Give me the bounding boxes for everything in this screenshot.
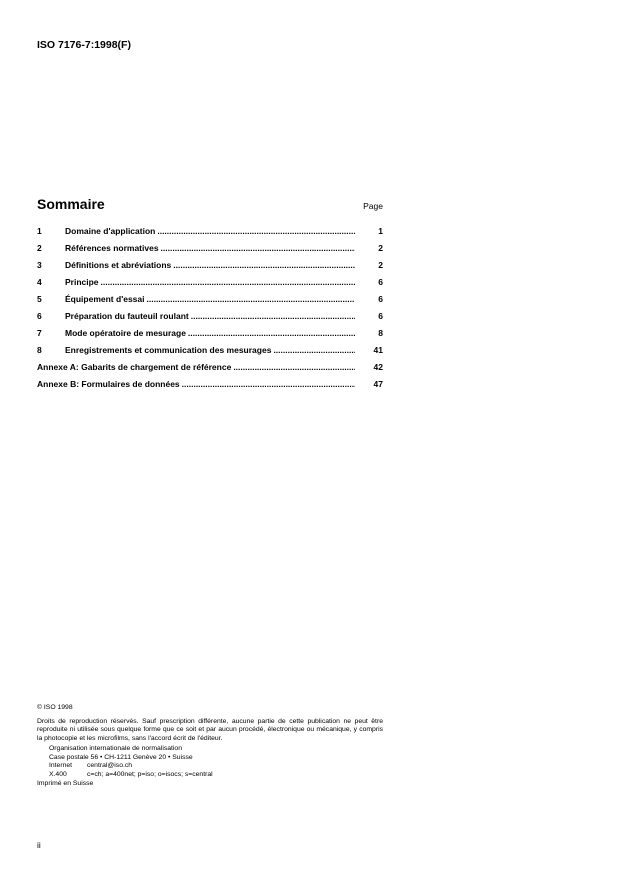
toc-entry-number: 6 xyxy=(37,311,42,321)
toc-entry-page: 1 xyxy=(378,226,383,236)
toc-entry-number: 1 xyxy=(37,226,42,236)
toc-entry-title: Principe xyxy=(65,277,99,287)
rights-statement: Droits de reproduction réservés. Sauf prescription différente, aucune partie de cette publication ne peut être reproduite ni utilisée sous quelque forme que ce soit et par aucun procédé, électronique ou mécanique, y compris la photocopie et les microfilms, sans l'accord écrit de l'éditeur. xyxy=(37,717,383,742)
toc-entry-number: 2 xyxy=(37,243,42,253)
table-of-contents xyxy=(37,226,383,396)
organisation-name: Organisation internationale de normalisation xyxy=(49,745,182,752)
toc-entry-page: 41 xyxy=(373,345,383,355)
toc-entry-title: Enregistrements et communication des mesurages xyxy=(65,345,272,355)
toc-entry-page: 47 xyxy=(373,379,383,389)
toc-entry[interactable] xyxy=(37,243,383,260)
page-number: ii xyxy=(37,840,41,850)
toc-entry-page: 6 xyxy=(378,294,383,304)
postal-address: Case postale 56 • CH-1211 Genève 20 • Suisse xyxy=(49,753,193,761)
toc-entry-page: 2 xyxy=(378,260,383,270)
toc-title: Sommaire xyxy=(37,196,105,212)
toc-entry[interactable] xyxy=(37,277,383,294)
toc-entry-title: Définitions et abréviations xyxy=(65,260,172,270)
internet-email-link[interactable]: central@iso.ch xyxy=(87,762,133,769)
toc-entry-page: 6 xyxy=(378,277,383,287)
toc-entry-number: 4 xyxy=(37,277,42,287)
toc-entry-annex[interactable] xyxy=(37,379,383,396)
toc-dot-leader xyxy=(147,294,356,304)
toc-entry-number: 8 xyxy=(37,345,42,355)
toc-entry-number: 5 xyxy=(37,294,42,304)
toc-entry[interactable] xyxy=(37,226,383,243)
toc-page-column-label: Page xyxy=(363,201,383,211)
toc-dot-leader xyxy=(182,379,355,389)
toc-dot-leader xyxy=(191,311,355,321)
toc-entry-page: 42 xyxy=(373,362,383,372)
toc-dot-leader xyxy=(157,226,355,236)
toc-dot-leader xyxy=(161,243,355,253)
toc-entry-title: Mode opératoire de mesurage xyxy=(65,328,186,338)
internet-label: Internet xyxy=(49,762,73,769)
x400-contact xyxy=(49,771,383,780)
toc-entry-page: 8 xyxy=(378,328,383,338)
toc-dot-leader xyxy=(188,328,355,338)
toc-entry-title: Équipement d'essai xyxy=(65,294,145,304)
toc-entry[interactable] xyxy=(37,311,383,328)
toc-entry-number: 7 xyxy=(37,328,42,338)
internet-contact xyxy=(49,762,383,771)
printed-in: Imprimé en Suisse xyxy=(37,780,94,787)
toc-entry-page: 2 xyxy=(378,243,383,253)
toc-dot-leader xyxy=(273,345,355,355)
toc-entry-annex[interactable] xyxy=(37,362,383,379)
document-identifier: ISO 7176-7:1998(F) xyxy=(37,39,131,51)
toc-entry-title: Annexe A: Gabarits de chargement de référence xyxy=(37,362,232,372)
toc-entry-title: Domaine d'application xyxy=(65,226,156,236)
toc-entry-title: Références normatives xyxy=(65,243,159,253)
toc-entry[interactable] xyxy=(37,328,383,345)
toc-entry[interactable] xyxy=(37,260,383,277)
toc-entry-title: Annexe B: Formulaires de données xyxy=(37,379,180,389)
toc-entry-number: 3 xyxy=(37,260,42,270)
copyright-line: © ISO 1998 xyxy=(37,704,73,711)
x400-label: X.400 xyxy=(49,770,67,778)
toc-entry-page: 6 xyxy=(378,311,383,321)
toc-dot-leader xyxy=(173,260,355,270)
toc-dot-leader xyxy=(101,277,355,287)
toc-dot-leader xyxy=(233,362,355,372)
x400-address: c=ch; a=400net; p=iso; o=isocs; s=central xyxy=(87,770,213,778)
toc-entry[interactable] xyxy=(37,294,383,311)
copyright-block xyxy=(37,704,383,789)
toc-entry[interactable] xyxy=(37,345,383,362)
toc-entry-title: Préparation du fauteuil roulant xyxy=(65,311,189,321)
